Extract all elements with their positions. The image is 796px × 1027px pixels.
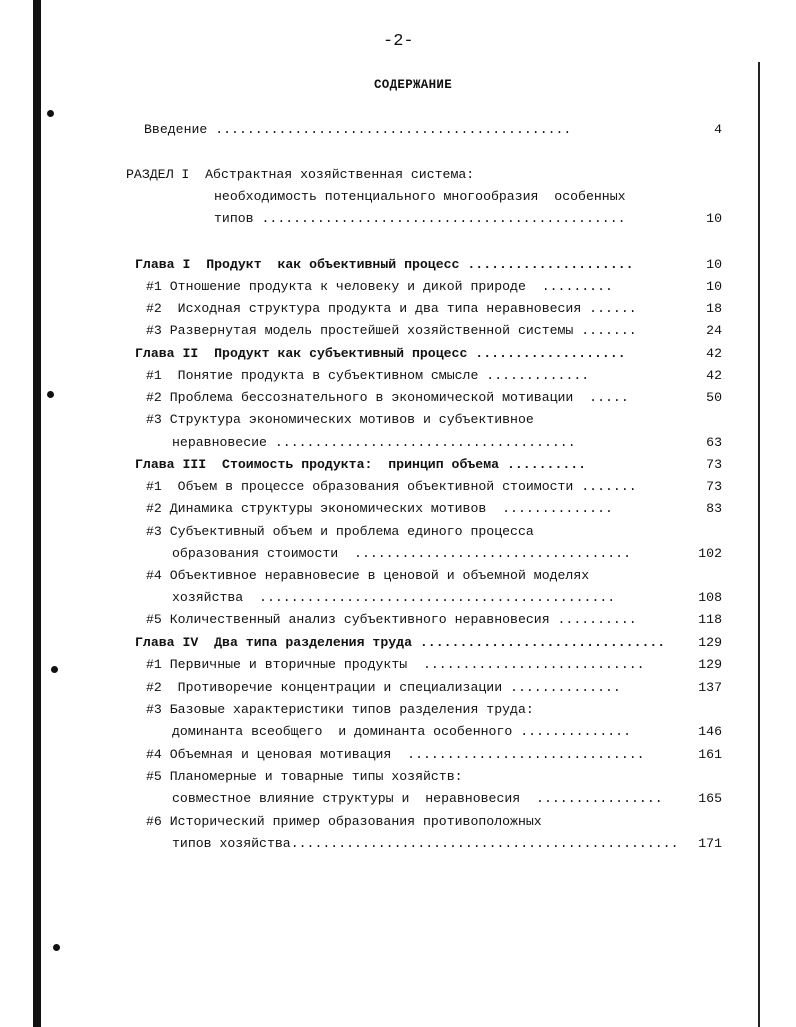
toc-entry[interactable]: #2 Исходная структура продукта и два типа неравновесия ...... [146, 301, 637, 316]
punch-hole-mark [47, 391, 54, 398]
punch-hole-mark [47, 110, 54, 117]
toc-page: 42 [706, 368, 722, 383]
punch-hole-mark [51, 666, 58, 673]
toc-entry[interactable]: #2 Противоречие концентрации и специализации .............. [146, 680, 621, 695]
toc-page: 63 [706, 435, 722, 450]
toc-entry[interactable]: #5 Количественный анализ субъективного неравновесия .......... [146, 612, 637, 627]
toc-page: 118 [698, 612, 722, 627]
toc-entry-section-cont: необходимость потенциального многообразия особенных [214, 189, 626, 204]
toc-page: 73 [706, 457, 722, 472]
toc-page: 137 [698, 680, 722, 695]
toc-page: 165 [698, 791, 722, 806]
toc-entry-cont: неравновесие ...................................... [172, 435, 576, 450]
punch-hole-mark [53, 944, 60, 951]
toc-entry[interactable]: #2 Проблема бессознательного в экономической мотивации ..... [146, 390, 629, 405]
scan-edge-right [758, 62, 760, 1027]
toc-page: 42 [706, 346, 722, 361]
toc-page: 171 [698, 836, 722, 851]
toc-entry[interactable]: #1 Понятие продукта в субъективном смысле ............. [146, 368, 590, 383]
toc-page: 10 [706, 279, 722, 294]
toc-entry[interactable]: #5 Планомерные и товарные типы хозяйств: [146, 769, 463, 784]
toc-chapter-2[interactable]: Глава II Продукт как субъективный процесс ................... [135, 346, 626, 361]
toc-page: 18 [706, 301, 722, 316]
toc-entry-cont: совместное влияние структуры и неравновесия ................ [172, 791, 663, 806]
toc-entry-cont: образования стоимости ................................... [172, 546, 632, 561]
toc-entry-section[interactable]: РАЗДЕЛ I Абстрактная хозяйственная система: [126, 167, 475, 182]
toc-page: 102 [698, 546, 722, 561]
toc-entry-cont: типов хозяйства................................................. [172, 836, 679, 851]
toc-entry[interactable]: #3 Структура экономических мотивов и субъективное [146, 412, 534, 427]
toc-entry[interactable]: #1 Отношение продукта к человеку и дикой природе ......... [146, 279, 613, 294]
toc-page: 83 [706, 501, 722, 516]
scan-edge-left [33, 0, 41, 1027]
toc-title: СОДЕРЖАНИЕ [374, 78, 453, 92]
toc-page: 24 [706, 323, 722, 338]
toc-page: 4 [714, 122, 722, 137]
toc-chapter-4[interactable]: Глава IV Два типа разделения труда ............................... [135, 635, 666, 650]
toc-page: 129 [698, 635, 722, 650]
toc-entry[interactable]: #2 Динамика структуры экономических мотивов .............. [146, 501, 613, 516]
toc-chapter-1[interactable]: Глава I Продукт как объективный процесс ..................... [135, 257, 634, 272]
toc-page: 108 [698, 590, 722, 605]
toc-page: 129 [698, 657, 722, 672]
toc-entry[interactable]: #4 Объемная и ценовая мотивация .............................. [146, 747, 645, 762]
toc-entry[interactable]: #3 Развернутая модель простейшей хозяйственной системы ....... [146, 323, 637, 338]
toc-page: 50 [706, 390, 722, 405]
toc-page: 73 [706, 479, 722, 494]
toc-entry[interactable]: #3 Базовые характеристики типов разделения труда: [146, 702, 534, 717]
toc-page: 10 [706, 257, 722, 272]
toc-entry-intro[interactable]: Введение ............................................. [144, 122, 572, 137]
toc-entry[interactable]: #6 Исторический пример образования противоположных [146, 814, 542, 829]
toc-entry-cont: хозяйства ............................................. [172, 590, 616, 605]
toc-entry[interactable]: #3 Субъективный объем и проблема единого процесса [146, 524, 534, 539]
toc-page: 10 [706, 211, 722, 226]
toc-page: 146 [698, 724, 722, 739]
page-number: -2- [383, 32, 414, 51]
toc-page: 161 [698, 747, 722, 762]
toc-entry[interactable]: #1 Первичные и вторичные продукты ............................ [146, 657, 645, 672]
toc-entry[interactable]: #1 Объем в процессе образования объективной стоимости ....... [146, 479, 637, 494]
toc-entry[interactable]: #4 Объективное неравновесие в ценовой и объемной моделях [146, 568, 590, 583]
toc-entry-cont: доминанта всеобщего и доминанта особенного .............. [172, 724, 632, 739]
toc-entry-section-cont: типов .............................................. [214, 211, 626, 226]
toc-chapter-3[interactable]: Глава III Стоимость продукта: принцип объема .......... [135, 457, 587, 472]
